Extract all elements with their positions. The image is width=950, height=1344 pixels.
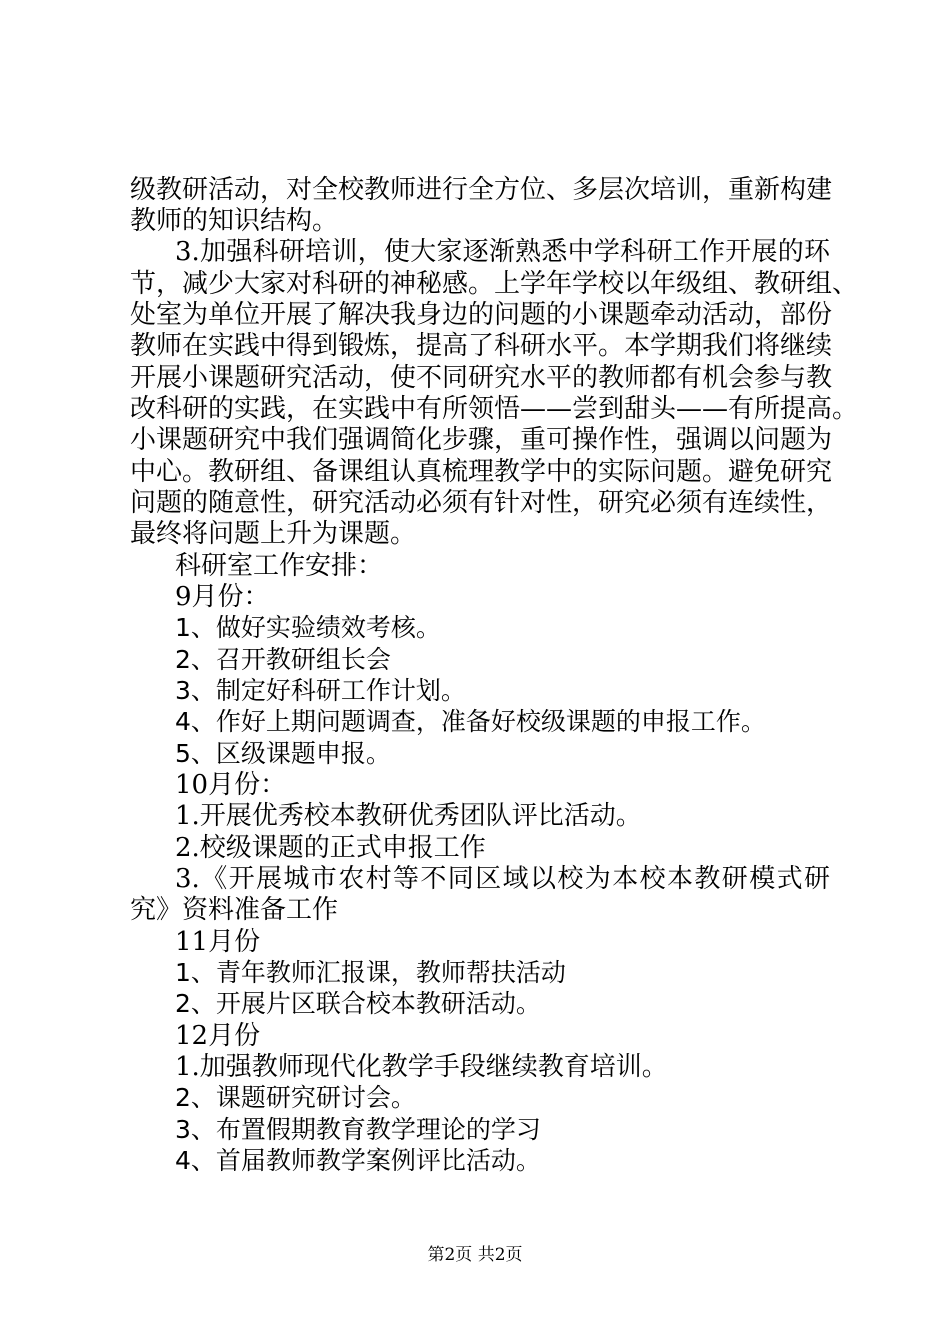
month-heading: 12月份 [175, 1021, 261, 1051]
paragraph-line: 小课题研究中我们强调简化步骤，重可操作性，强调以问题为 [130, 425, 833, 455]
paragraph-line: 问题的随意性，研究活动必须有针对性，研究必须有连续性， [130, 488, 833, 518]
list-item: 4、首届教师教学案例评比活动。 [175, 1146, 541, 1175]
list-item: 1、青年教师汇报课，教师帮扶活动 [175, 958, 566, 987]
month-heading: 10月份： [175, 770, 287, 800]
paragraph-line: 最终将问题上升为课题。 [130, 519, 417, 549]
list-item: 3.《开展城市农村等不同区域以校为本校本教研模式研 [175, 864, 830, 894]
section-heading: 科研室工作安排： [175, 551, 384, 581]
list-item: 4、作好上期问题调查，准备好校级课题的申报工作。 [175, 707, 766, 736]
month-heading: 9月份： [175, 582, 270, 612]
paragraph-line: 教师在实践中得到锻炼，提高了科研水平。本学期我们将继续 [130, 331, 833, 361]
list-item: 2、开展片区联合校本教研活动。 [175, 989, 541, 1018]
list-item: 5、区级课题申报。 [175, 739, 391, 768]
page-number-footer: 第2页 共2页 [427, 1245, 523, 1265]
month-heading: 11月份 [175, 927, 261, 957]
paragraph-line: 级教研活动，对全校教师进行全方位、多层次培训，重新构建 [130, 175, 833, 205]
list-item: 2.校级课题的正式申报工作 [175, 833, 486, 863]
paragraph-line: 开展小课题研究活动，使不同研究水平的教师都有机会参与教 [130, 363, 833, 393]
paragraph-line: 处室为单位开展了解决我身边的问题的小课题牵动活动，部份 [130, 300, 833, 330]
list-item: 3、制定好科研工作计划。 [175, 676, 466, 705]
list-item: 1.加强教师现代化教学手段继续教育培训。 [175, 1052, 668, 1082]
list-item: 2、召开教研组长会 [175, 645, 391, 674]
paragraph-line: 节，减少大家对科研的神秘感。上学年学校以年级组、教研组、 [130, 269, 859, 299]
list-item: 3、布置假期教育教学理论的学习 [175, 1115, 541, 1144]
paragraph-line: 中心。教研组、备课组认真梳理教学中的实际问题。避免研究 [130, 457, 833, 487]
paragraph-line: 教师的知识结构。 [130, 206, 339, 236]
list-item: 2、课题研究研讨会。 [175, 1083, 416, 1112]
list-item: 1、做好实验绩效考核。 [175, 613, 441, 642]
paragraph-line: 3.加强科研培训，使大家逐渐熟悉中学科研工作开展的环 [175, 237, 830, 267]
paragraph-line: 改科研的实践，在实践中有所领悟——尝到甜头——有所提高。 [130, 394, 859, 424]
list-item: 1.开展优秀校本教研优秀团队评比活动。 [175, 801, 642, 831]
list-item-continuation: 究》资料准备工作 [130, 895, 339, 925]
